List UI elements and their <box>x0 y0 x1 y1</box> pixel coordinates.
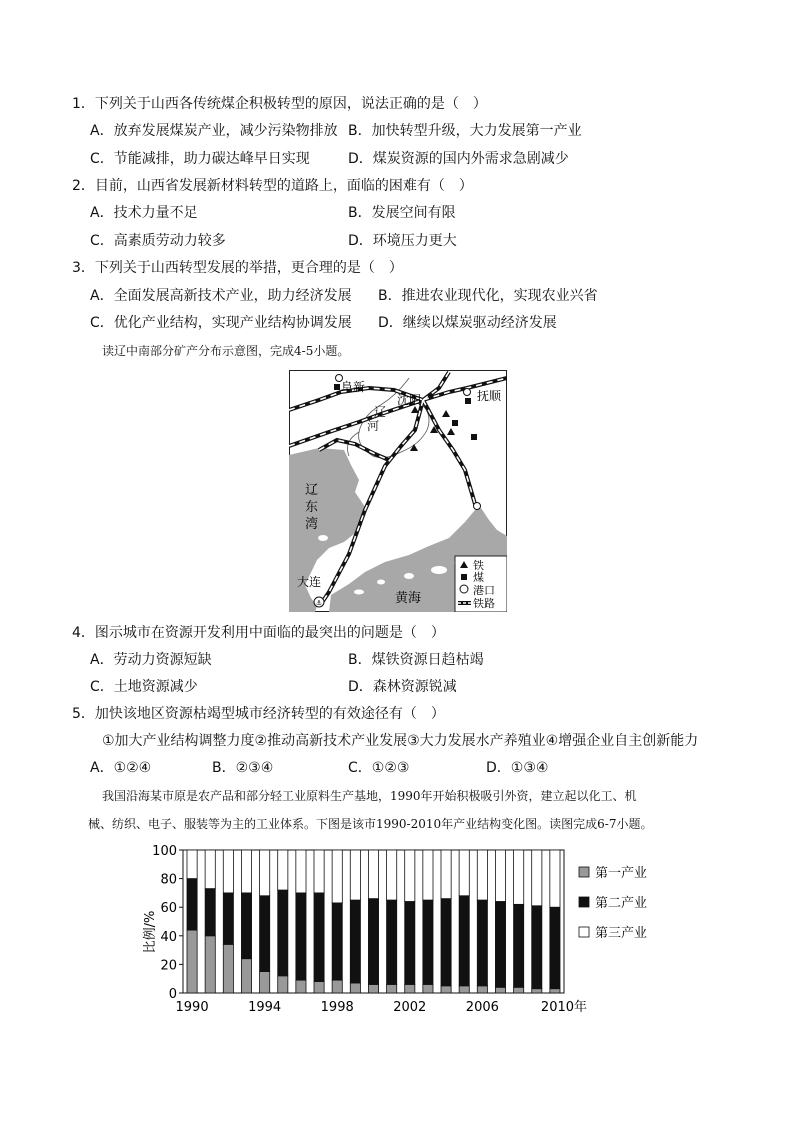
city-fuxin: 阜新 <box>341 380 366 394</box>
bay-label-2: 东 <box>305 500 319 515</box>
legend-label: 第一产业 <box>595 866 648 881</box>
question-4-option-c[interactable]: C．土地资源减少 <box>90 679 198 695</box>
bar-segment-第一产业 <box>260 972 270 993</box>
legend-iron-label: 铁 <box>473 559 484 572</box>
question-5-option-d[interactable]: D．①③④ <box>486 760 549 776</box>
bar-segment-第一产业 <box>459 986 469 993</box>
map-intro: 读辽中南部分矿产分布示意图，完成4-5小题。 <box>102 344 350 358</box>
bay-label-3: 湾 <box>305 517 319 532</box>
question-5-option-c[interactable]: C．①②③ <box>348 760 410 776</box>
bay-label-1: 辽 <box>305 483 319 498</box>
question-4-option-b[interactable]: B．煤铁资源日趋枯竭 <box>348 652 484 668</box>
bar-segment-第一产业 <box>387 984 397 993</box>
x-tick-label: 1998 <box>320 1000 354 1015</box>
question-2-option-c[interactable]: C．高素质劳动力较多 <box>90 233 226 249</box>
bar-segment-第一产业 <box>278 976 288 993</box>
x-tick-label: 2006 <box>465 1000 499 1015</box>
legend-port-label: 港口 <box>473 584 495 597</box>
bar-segment-第三产业 <box>387 850 397 900</box>
bar-segment-第三产业 <box>241 850 251 893</box>
bar-segment-第三产业 <box>314 850 324 893</box>
question-5-stem: 5．加快该地区资源枯竭型城市经济转型的有效途径有（ ） <box>72 706 445 722</box>
bar-segment-第三产业 <box>514 850 524 904</box>
y-tick-label: 0 <box>168 987 177 1002</box>
city-shenyang: 沈阳 <box>397 393 422 407</box>
bar-segment-第二产业 <box>332 903 342 980</box>
question-3-stem: 3．下列关于山西转型发展的举措，更合理的是（ ） <box>72 260 403 276</box>
bar-segment-第一产业 <box>477 986 487 993</box>
bar-segment-第二产业 <box>459 896 469 986</box>
question-4-option-d[interactable]: D．森林资源锐减 <box>348 679 457 695</box>
coal-symbol <box>452 420 458 426</box>
chart-intro-line-2: 械、纺织、电子、服装等为主的工业体系。下图是该市1990-2010年产业结构变化图。读图完成6-7小题。 <box>88 817 653 831</box>
bar-segment-第二产业 <box>532 906 542 989</box>
bar-segment-第三产业 <box>405 850 415 901</box>
y-tick-label: 80 <box>160 872 177 888</box>
bar-segment-第三产业 <box>550 850 560 907</box>
bar-segment-第三产业 <box>296 850 306 893</box>
question-4-option-a[interactable]: A．劳动力资源短缺 <box>90 652 212 668</box>
bar-segment-第一产业 <box>550 989 560 993</box>
question-3-option-c[interactable]: C．优化产业结构，实现产业结构协调发展 <box>90 315 352 331</box>
bar-segment-第三产业 <box>260 850 270 896</box>
bar-segment-第二产业 <box>368 899 378 985</box>
sea-label: 黄海 <box>395 591 422 606</box>
question-2-option-d[interactable]: D．环境压力更大 <box>348 233 457 249</box>
bar-segment-第二产业 <box>205 889 215 936</box>
question-2-stem: 2．目前，山西省发展新材料转型的道路上，面临的困难有（ ） <box>72 178 473 194</box>
legend-label: 第二产业 <box>595 896 648 911</box>
y-tick-label: 40 <box>160 929 177 945</box>
y-axis-label: 比例/% <box>143 910 158 954</box>
bar-segment-第一产业 <box>332 980 342 993</box>
bar-segment-第二产业 <box>278 890 288 976</box>
bar-segment-第三产业 <box>205 850 215 889</box>
liaozhongnan-map <box>289 370 507 612</box>
bar-segment-第一产业 <box>350 983 360 993</box>
bar-segment-第三产业 <box>441 850 451 899</box>
question-5-option-a[interactable]: A．①②④ <box>90 760 152 776</box>
city-dalian: 大连 <box>297 575 322 589</box>
question-4-stem: 4．图示城市在资源开发利用中面临的最突出的问题是（ ） <box>72 625 445 641</box>
x-tick-label: 1990 <box>175 1000 209 1015</box>
legend-label: 第三产业 <box>595 926 648 941</box>
bar-segment-第一产业 <box>314 982 324 993</box>
bar-segment-第二产业 <box>441 899 451 986</box>
bar-segment-第三产业 <box>495 850 505 901</box>
y-tick-label: 20 <box>160 958 177 974</box>
bar-segment-第二产业 <box>477 900 487 986</box>
bar-segment-第一产业 <box>423 984 433 993</box>
question-2-option-a[interactable]: A．技术力量不足 <box>90 205 198 221</box>
x-tick-label: 2010年 <box>540 1000 588 1015</box>
chart-intro-line-1: 我国沿海某市原是农产品和部分轻工业原料生产基地，1990年开始积极吸引外资，建立起以化工、机 <box>102 789 637 803</box>
bar-segment-第三产业 <box>187 850 197 879</box>
bar-segment-第二产业 <box>187 879 197 930</box>
industry-structure-chart <box>138 840 668 1020</box>
map-legend <box>455 556 507 612</box>
x-tick-label: 2002 <box>393 1000 427 1015</box>
bar-segment-第二产业 <box>423 900 433 984</box>
bar-segment-第三产业 <box>278 850 288 890</box>
legend-swatch <box>579 897 589 907</box>
bar-segment-第一产业 <box>532 989 542 993</box>
river-label-2: 河 <box>367 419 380 433</box>
question-1-option-c[interactable]: C．节能减排，助力碳达峰早日实现 <box>90 151 310 167</box>
bar-segment-第二产业 <box>495 901 505 987</box>
bar-segment-第三产业 <box>423 850 433 900</box>
y-tick-label: 60 <box>160 901 177 917</box>
bar-segment-第三产业 <box>368 850 378 899</box>
bar-segment-第二产业 <box>241 893 251 959</box>
bar-segment-第一产业 <box>514 987 524 993</box>
bar-segment-第一产业 <box>368 984 378 993</box>
bar-segment-第三产业 <box>532 850 542 906</box>
bar-segment-第一产业 <box>296 980 306 993</box>
river-label-1: 辽 <box>374 405 387 419</box>
question-3-option-a[interactable]: A．全面发展高新技术产业，助力经济发展 <box>90 288 352 304</box>
bar-segment-第二产业 <box>296 893 306 980</box>
bar-segment-第二产业 <box>405 901 415 984</box>
bar-segment-第二产业 <box>514 904 524 987</box>
question-5-option-b[interactable]: B．②③④ <box>212 760 274 776</box>
bar-segment-第三产业 <box>332 850 342 903</box>
bar-segment-第二产业 <box>350 900 360 983</box>
bar-segment-第三产业 <box>477 850 487 900</box>
question-1-stem: 1．下列关于山西各传统煤企积极转型的原因，说法正确的是（ ） <box>72 96 487 112</box>
question-2-option-b[interactable]: B．发展空间有限 <box>348 205 456 221</box>
bar-segment-第一产业 <box>205 936 215 993</box>
bar-segment-第一产业 <box>241 959 251 993</box>
question-1-option-b[interactable]: B．加快转型升级，大力发展第一产业 <box>348 123 582 139</box>
bar-segment-第一产业 <box>495 987 505 993</box>
legend-swatch <box>579 927 589 937</box>
bar-segment-第二产业 <box>314 893 324 982</box>
bar-segment-第三产业 <box>459 850 469 896</box>
question-5-statements: ①加大产业结构调整力度②推动高新技术产业发展③大力发展水产养殖业④增强企业自主创新能力 <box>102 733 699 749</box>
bar-segment-第二产业 <box>260 896 270 972</box>
legend-coal-label: 煤 <box>473 571 484 584</box>
question-3-option-d[interactable]: D．继续以煤炭驱动经济发展 <box>378 315 557 331</box>
question-1-option-d[interactable]: D．煤炭资源的国内外需求急剧减少 <box>348 151 569 167</box>
x-tick-label: 1994 <box>248 1000 282 1015</box>
bar-segment-第三产业 <box>350 850 360 900</box>
bar-segment-第一产业 <box>187 930 197 993</box>
coal-symbol <box>465 398 471 404</box>
coal-symbol <box>334 384 340 390</box>
svg-text:⚓: ⚓ <box>315 599 323 607</box>
bar-segment-第二产业 <box>223 893 233 944</box>
bar-segment-第一产业 <box>441 986 451 993</box>
legend-swatch <box>579 867 589 877</box>
bar-segment-第三产业 <box>223 850 233 893</box>
bar-segment-第一产业 <box>223 944 233 993</box>
coal-symbol <box>471 434 477 440</box>
question-1-option-a[interactable]: A．放弃发展煤炭产业，减少污染物排放 <box>90 123 338 139</box>
y-tick-label: 100 <box>152 844 177 859</box>
question-3-option-b[interactable]: B．推进农业现代化，实现农业兴省 <box>378 288 598 304</box>
legend-rail-label: 铁路 <box>473 597 495 610</box>
city-fushun: 抚顺 <box>477 389 502 403</box>
bar-segment-第二产业 <box>550 907 560 989</box>
bar-segment-第二产业 <box>387 900 397 984</box>
bar-segment-第一产业 <box>405 984 415 993</box>
